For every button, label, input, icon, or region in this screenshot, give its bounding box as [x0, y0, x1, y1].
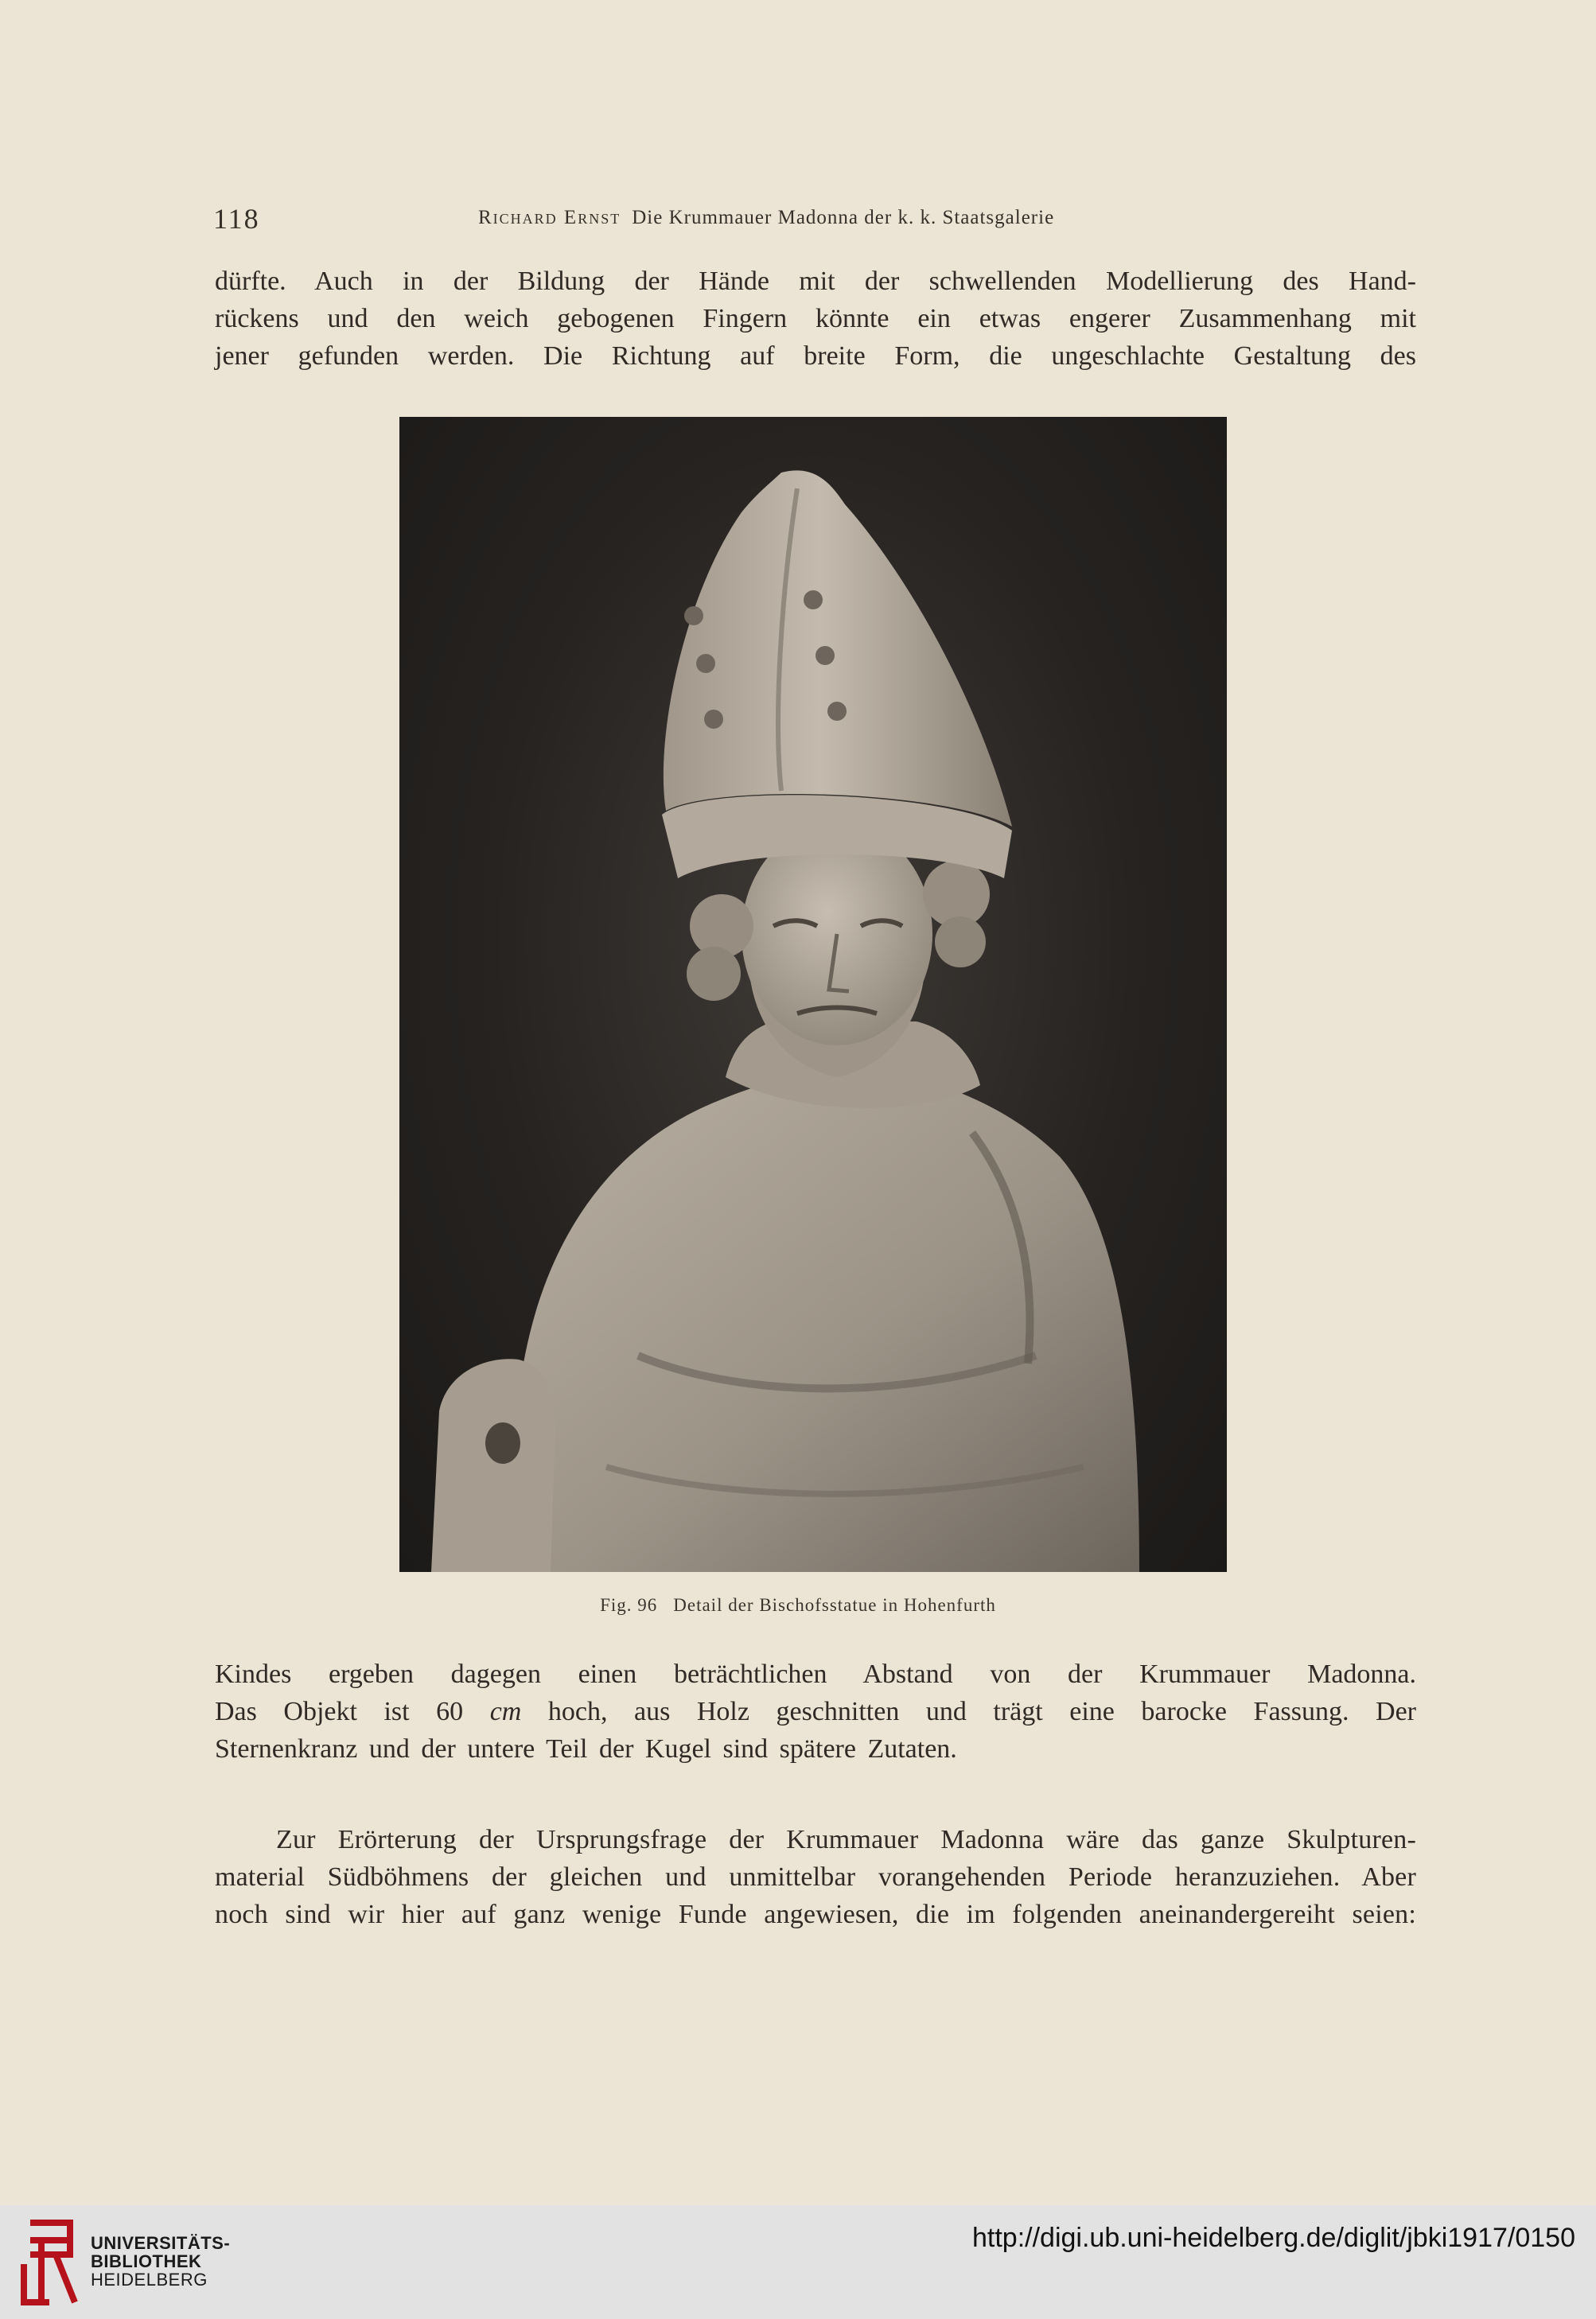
- text-line: noch sind wir hier auf ganz wenige Funde angewiesen, die im folgenden aneinandergereiht seien:: [215, 1900, 1416, 1929]
- text-line: rückens und den weich gebogenen Fingern könnte ein etwas engerer Zusammenhang mit: [215, 304, 1416, 333]
- figure-label: Fig. 96: [600, 1595, 658, 1615]
- library-name-line: UNIVERSITÄTS-: [91, 2233, 231, 2253]
- text-line: dürfte. Auch in der Bildung der Hände mit der schwellenden Modellierung des Hand-: [215, 267, 1416, 296]
- figure-photograph: [399, 417, 1227, 1572]
- library-name-line: BIBLIOTHEK: [91, 2251, 202, 2271]
- page-number: 118: [213, 203, 260, 235]
- paragraph-2: [215, 1656, 1416, 1768]
- running-head: [213, 202, 1423, 234]
- text-line: Sternenkranz und der untere Teil der Kugel sind spätere Zutaten.: [215, 1734, 957, 1764]
- text-line: [215, 1693, 1416, 1730]
- header-work-title: Die Krummauer Madonna der k. k. Staatsgalerie: [632, 207, 1055, 228]
- library-name[interactable]: [91, 2234, 230, 2289]
- bishop-statue-photograph: [399, 417, 1227, 1572]
- university-library-logo-icon[interactable]: [18, 2216, 83, 2313]
- header-author: Richard Ernst: [478, 207, 621, 228]
- library-name-line: HEIDELBERG: [91, 2270, 208, 2290]
- text-run: Das Objekt ist 60: [215, 1697, 490, 1726]
- figure-caption-text: Detail der Bischofsstatue in Hohenfurth: [673, 1595, 996, 1615]
- paragraph-1: [215, 263, 1416, 375]
- text-run: hoch, aus Holz geschnitten und trägt eine barocke Fassung. Der: [521, 1697, 1416, 1726]
- header-title: [478, 207, 1054, 229]
- unit-abbreviation: cm: [489, 1697, 522, 1726]
- permalink-url[interactable]: http://digi.ub.uni-heidelberg.de/diglit/jbki1917/0150: [972, 2223, 1575, 2253]
- text-line: material Südböhmens der gleichen und unmittelbar vorangehenden Periode heranzuziehen. Aber: [215, 1862, 1416, 1892]
- figure-caption: [0, 1595, 1596, 1616]
- paragraph-3: [215, 1821, 1416, 1933]
- text-line: Kindes ergeben dagegen einen beträchtlichen Abstand von der Krummauer Madonna.: [215, 1659, 1416, 1689]
- text-line: jener gefunden werden. Die Richtung auf breite Form, die ungeschlachte Gestaltung des: [215, 341, 1416, 371]
- text-line: Zur Erörterung der Ursprungsfrage der Krummauer Madonna wäre das ganze Skulpturen-: [276, 1825, 1416, 1854]
